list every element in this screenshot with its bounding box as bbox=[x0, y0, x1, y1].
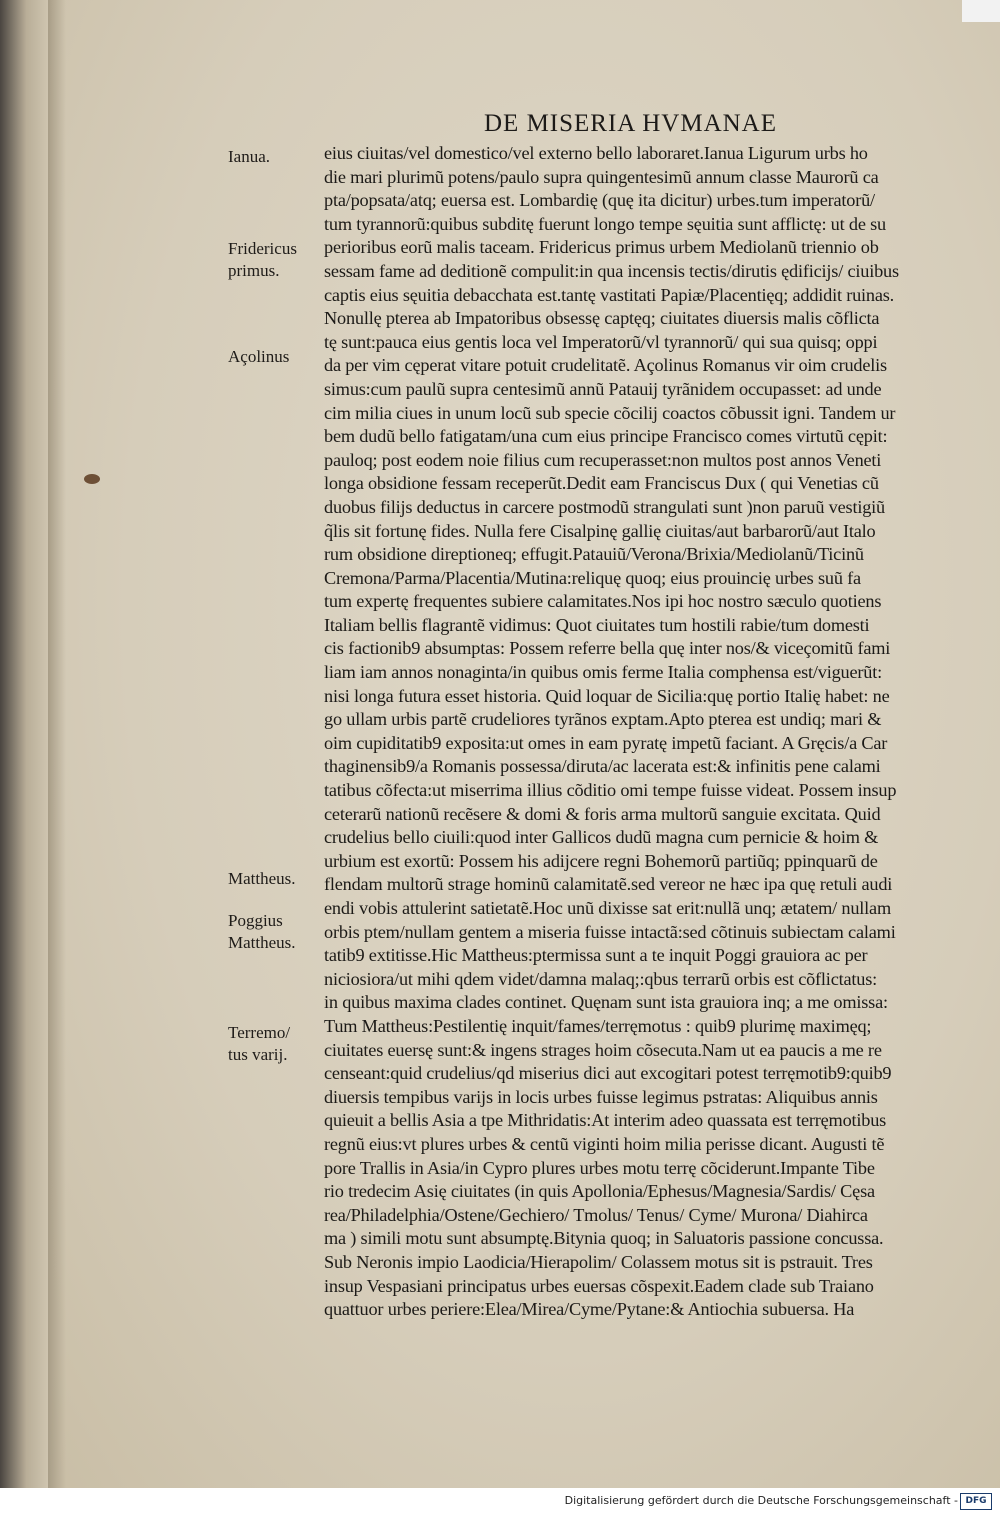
page-edge bbox=[0, 0, 48, 1488]
text-line: niciosiora/ut mihi qdem videt/damna malaq;:qbus terrarũ orbis est cõflictatus: bbox=[324, 968, 878, 989]
margin-note-poggius: Poggius bbox=[228, 911, 283, 930]
text-line: go ullam urbis partẽ crudeliores tyrãnos exptam.Apto pterea est undiq; mari & bbox=[324, 709, 882, 730]
text-line: Tum Mattheus:Pestilentię inquit/fames/terręmotus : quib9 plurimę maximęq; bbox=[324, 1015, 872, 1036]
text-line: quieuit a bellis Asia a tpe Mithridatis:At interim adeo quassata est terręmotibus bbox=[324, 1110, 887, 1131]
margin-note-mattheus-1: Mattheus. bbox=[228, 869, 296, 888]
ink-stain bbox=[84, 474, 100, 484]
margin-note-mattheus-2: Mattheus. bbox=[228, 933, 296, 952]
text-line: nisi longa futura esset historia. Quid loquar de Sicilia:quę portio Italię habet: ne bbox=[324, 685, 890, 706]
margin-note-acolinus: Açolinus bbox=[228, 347, 290, 366]
text-line: longa obsidione fessam receperũt.Dedit eam Franciscus Dux ( qui Venetias cũ bbox=[324, 473, 879, 494]
main-text-block bbox=[324, 142, 984, 1322]
text-line: diuersis tempibus varijs in locis urbes fuisse legimus pstratas: Aliquibus annis bbox=[324, 1086, 878, 1107]
text-line: crudelius bello ciuili:quod inter Gallicos dudũ magna cum pernicie & hoim & bbox=[324, 827, 879, 848]
text-line: simus:cum paulũ supra centesimũ annũ Patauij tyrãnidem occupasset: ad unde bbox=[324, 378, 882, 399]
text-line: tę sunt:pauca eius gentis loca vel Imperatorũ/vl tyrannorũ/ qui sua quisq; oppi bbox=[324, 331, 878, 352]
text-line: Cremona/Parma/Placentia/Mutina:reliquę quoq; eius prouincię urbes suũ fa bbox=[324, 567, 861, 588]
text-line: cis factionib9 absumptas: Possem referre bella quę inter nos/& viceçomitũ fami bbox=[324, 638, 891, 659]
text-line: ceterarũ nationũ recẽsere & domi & foris arma multorũ sanguie excitata. Quid bbox=[324, 803, 881, 824]
dfg-logo: DFG bbox=[960, 1493, 992, 1510]
text-line: oim cupiditatib9 exposita:ut omes in eam pyratę impetũ faciant. A Gręcis/a Car bbox=[324, 732, 888, 753]
text-line: ciuitates euersę sunt:& ingens strages hoim cõsecuta.Nam ut ea paucis a me re bbox=[324, 1039, 882, 1060]
text-line: rio tredecim Asię ciuitates (in quis Apollonia/Ephesus/Magnesia/Sardis/ Cęsa bbox=[324, 1181, 875, 1202]
running-header: DE MISERIA HVMANAE bbox=[484, 110, 777, 137]
margin-note-fridericus: Fridericus primus. bbox=[228, 239, 297, 280]
text-line: tum expertę frequentes subiere calamitates.Nos ipi hoc nostro sæculo quotiens bbox=[324, 591, 882, 612]
text-line: pore Trallis in Asia/in Cypro plures urbes motu terrę cõciderunt.Impante Tibe bbox=[324, 1157, 875, 1178]
scan-corner bbox=[962, 0, 1000, 22]
text-line: captis eius sęuitia debacchata est.tantę vastitati Papiæ/Placentięq; addidit ruinas. bbox=[324, 284, 895, 305]
text-line: rea/Philadelphia/Ostene/Gechiero/ Tmolus/ Tenus/ Cyme/ Murona/ Diahirca bbox=[324, 1204, 868, 1225]
text-line: liam iam annos nonaginta/in quibus omis ferme Italia comphensa est/viguerũt: bbox=[324, 662, 882, 683]
text-line: Sub Neronis impio Laodicia/Hierapolim/ Colassem motus sit is pstrauit. Tres bbox=[324, 1251, 873, 1272]
text-line: pta/popsata/atq; euersa est. Lombardię (quę ita dicitur) urbes.tum imperatorũ/ bbox=[324, 190, 875, 211]
text-line: flendam multorũ strage hominũ calamitatẽ.sed vereor ne hæc ipa quę retuli audi bbox=[324, 874, 893, 895]
text-line: Nonullę pterea ab Impatoribus obsessę captęq; ciuitates diuersis malis cõflicta bbox=[324, 308, 880, 329]
text-line: orbis ptem/nullam gentem a miseria fuisse intactã:sed cõtinuis subiectam calami bbox=[324, 921, 896, 942]
funding-credit: Digitalisierung gefördert durch die Deutsche Forschungsgemeinschaft - bbox=[564, 1494, 958, 1507]
text-line: bem dudũ bello fatigatam/una cum eius principe Francisco comes virtutũ cępit: bbox=[324, 426, 888, 447]
text-line: da per vim cęperat vitare potuit crudelitatẽ. Açolinus Romanus vir oim crudelis bbox=[324, 355, 887, 376]
text-line: q̃lis sit fortunę fides. Nulla fere Cisalpinę gallię ciuitas/aut barbarorũ/aut Italo bbox=[324, 520, 876, 541]
text-line: tum tyrannorũ:quibus subditę fuerunt longo tempe sęuitia sunt afflictę: ut de su bbox=[324, 213, 886, 234]
text-line: insup Vespasiani principatus urbes euersas cõspexit.Eadem clade sub Traiano bbox=[324, 1275, 874, 1296]
text-line: eius ciuitas/vel domestico/vel externo bello laboraret.Ianua Ligurum urbs ho bbox=[324, 143, 868, 163]
text-line: cim milia ciues in unum locũ sub specie cõcilij coactos cõbussit igni. Tandem ur bbox=[324, 402, 896, 423]
footer-bar bbox=[0, 1488, 1000, 1515]
page-fold-shadow bbox=[48, 0, 66, 1488]
text-line: rum obsidione direptioneq; effugit.Patauiũ/Verona/Brixia/Mediolanũ/Ticinũ bbox=[324, 544, 864, 565]
text-line: tatibus cõfecta:ut miserrima illius cõditio omi tempe fuisse videat. Possem insup bbox=[324, 780, 897, 801]
text-line: urbium est exortũ: Possem his adijcere regni Bohemorũ partiũq; ppinquarũ de bbox=[324, 850, 878, 871]
text-line: in quibus maxima clades continet. Quęnam sunt ista grauiora inq; a me omissa: bbox=[324, 992, 888, 1013]
text-line: ma ) simili motu sunt absumptę.Bitynia quoq; in Saluatoris passione concussa. bbox=[324, 1228, 884, 1249]
text-line: censeant:quid crudelius/qd miserius dici aut excogitari potest terręmotib9:quib9 bbox=[324, 1063, 892, 1084]
text-line: quattuor urbes periere:Elea/Mirea/Cyme/Pytane:& Antiochia subuersa. Ha bbox=[324, 1299, 855, 1320]
margin-note-terremotus: Terremo/ tus varij. bbox=[228, 1023, 291, 1064]
text-line: sessam fame ad deditionẽ compulit:in qua incensis tectis/dirutis ędificijs/ ciuibus bbox=[324, 260, 899, 281]
text-line: regnũ eius:vt plures urbes & centũ viginti hoim milia perisse dicant. Augusti tẽ bbox=[324, 1133, 885, 1154]
text-line: endi vobis attulerint satietatẽ.Hoc unũ dixisse sat erit:nullã unq; ætatem/ nullam bbox=[324, 898, 891, 918]
margin-note-ianua: Ianua. bbox=[228, 147, 271, 166]
text-line: pauloq; post eodem noie filius cum recuperasset:non multos post annos Veneti bbox=[324, 449, 882, 470]
text-line: tatib9 extitisse.Hic Mattheus:ptermissa sunt a te inquit Poggi grauiora ac per bbox=[324, 945, 868, 966]
text-line: die mari plurimũ potens/paulo supra quingentesimũ annum classe Maurorũ ca bbox=[324, 166, 879, 187]
text-line: thaginensib9/a Romanis possessa/diruta/ac lacerata est:& infinitis pene calami bbox=[324, 756, 881, 777]
text-line: Italiam bellis flagrantẽ vidimus: Quot ciuitates tum hostili rabie/tum domesti bbox=[324, 614, 870, 635]
text-line: duobus filijs deductus in carcere postmodũ strangulati sunt )non paruũ vestigiũ bbox=[324, 496, 885, 517]
text-line: perioribus eorũ malis taceam. Fridericus primus urbem Mediolanũ triennio ob bbox=[324, 237, 879, 258]
